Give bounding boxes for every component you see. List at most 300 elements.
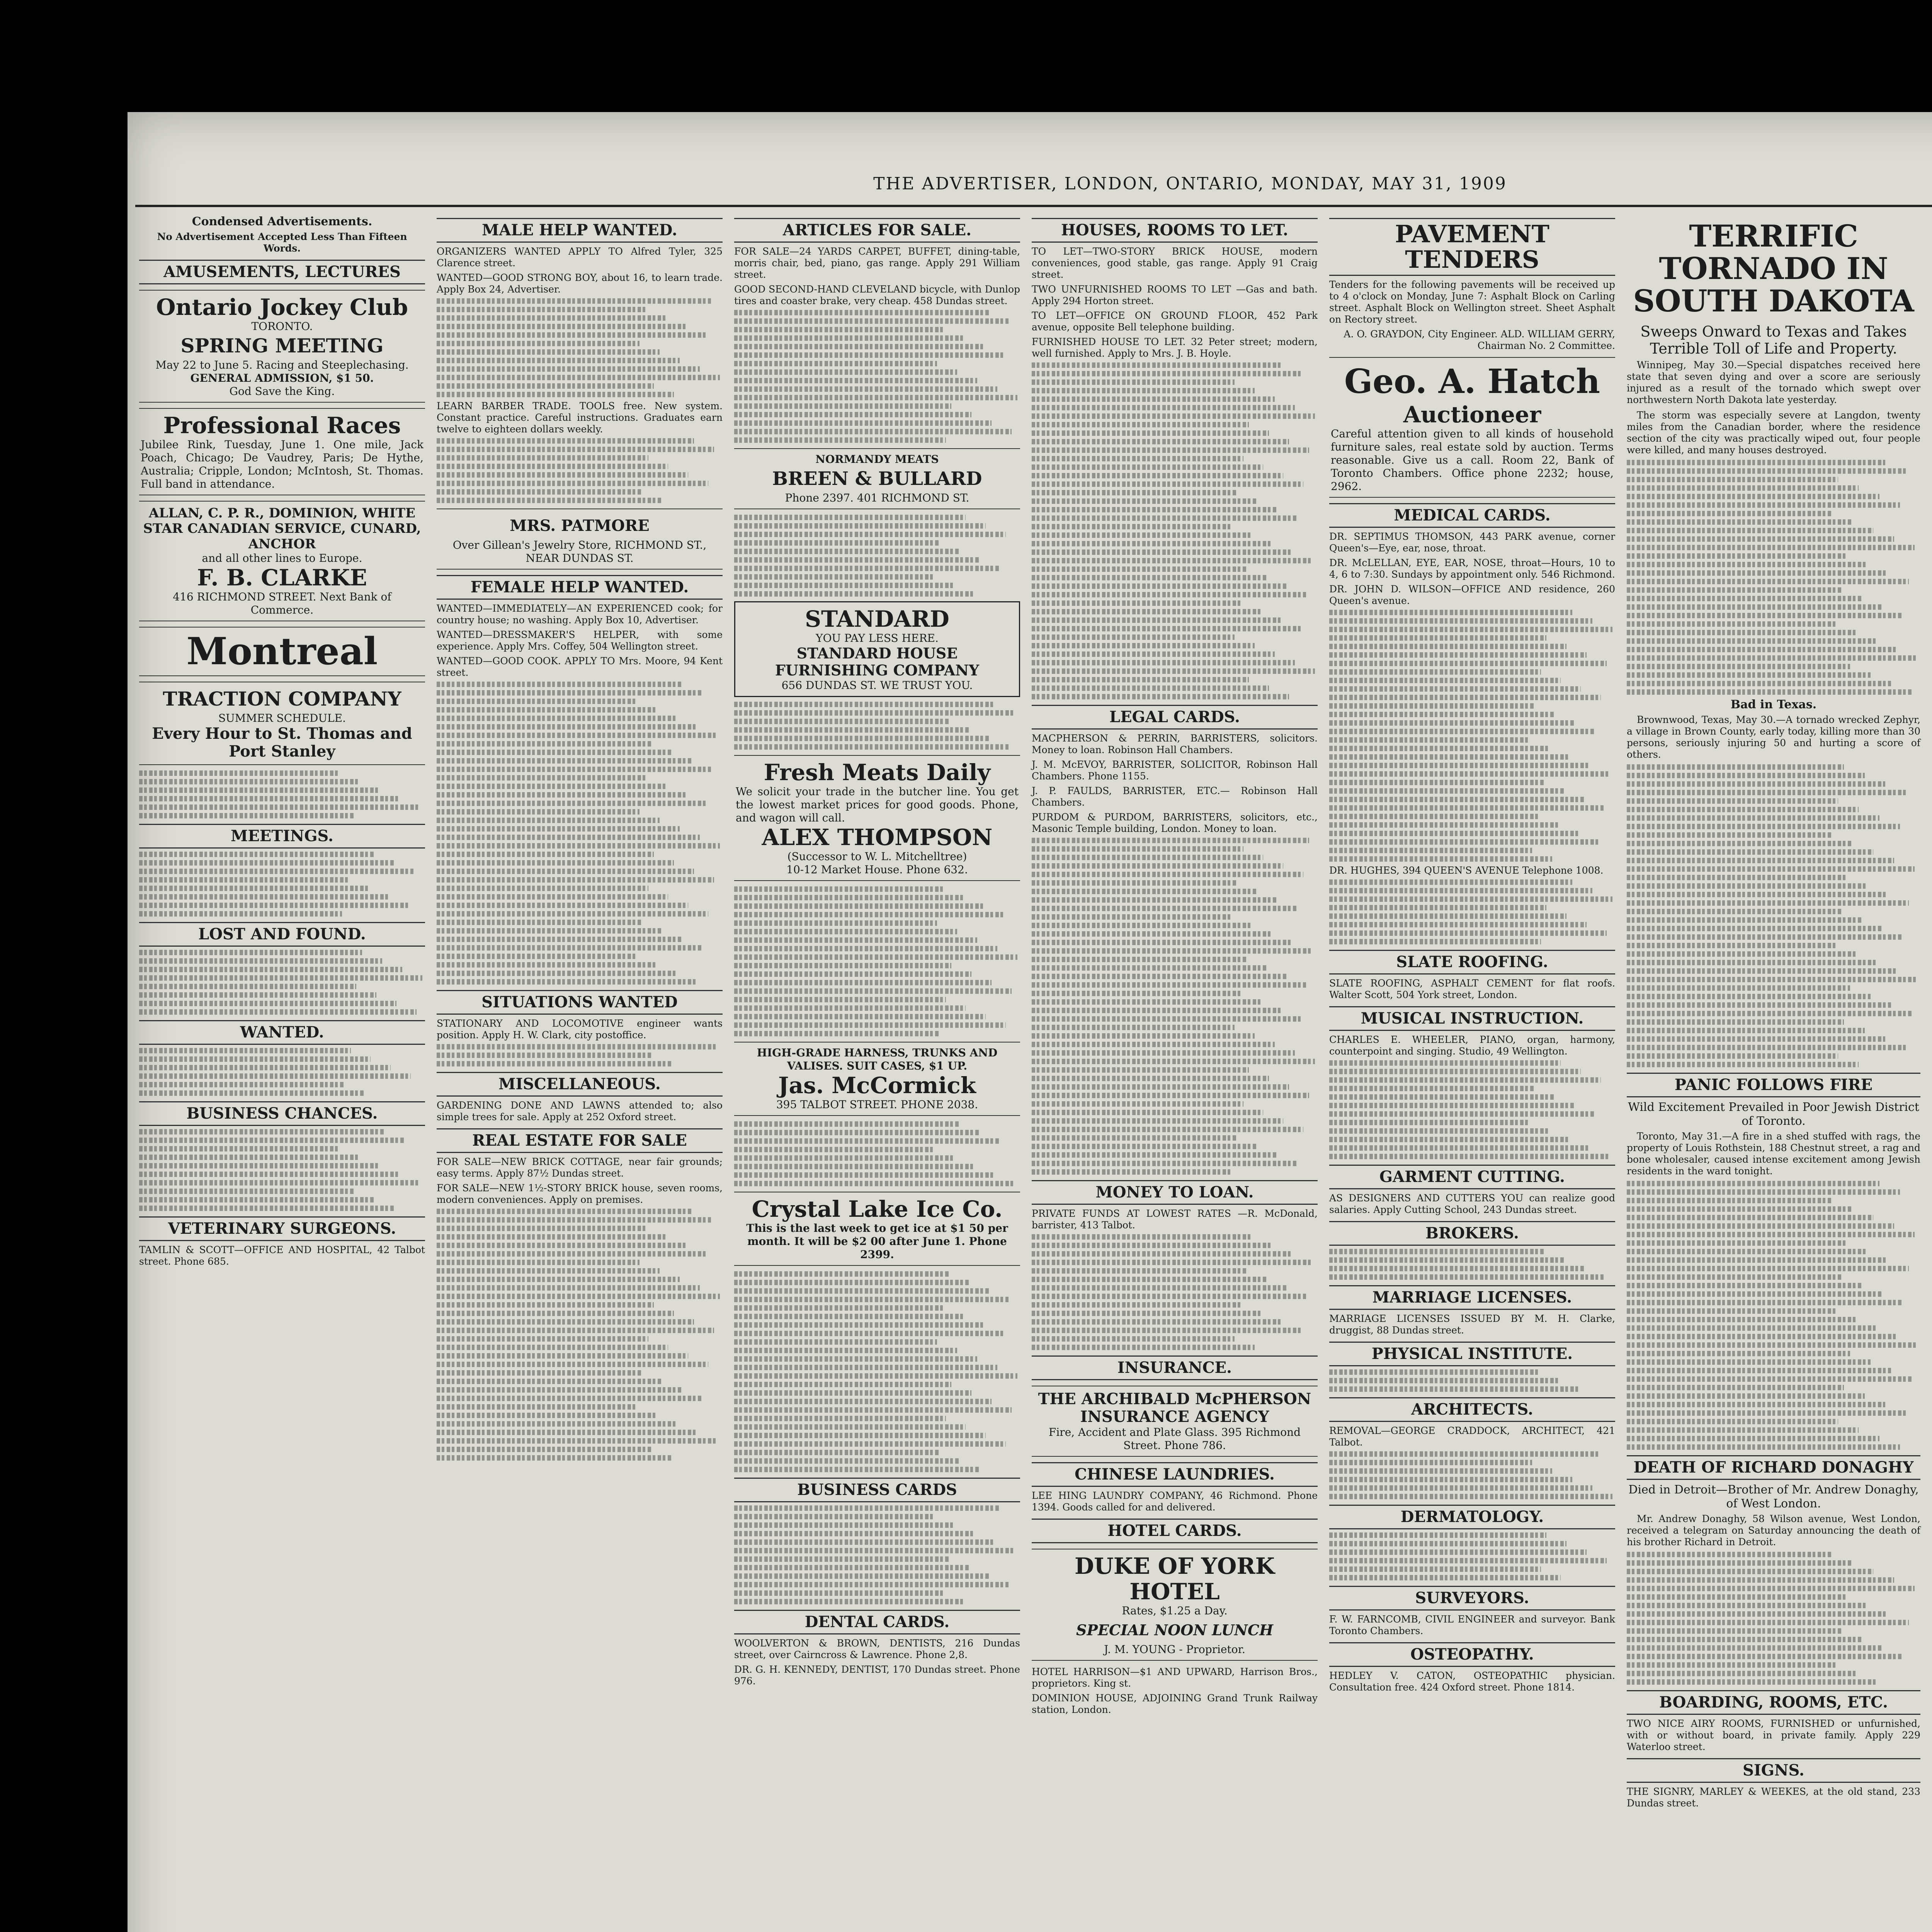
text-line — [437, 1455, 671, 1461]
text-line — [734, 1322, 983, 1328]
music-filler — [1329, 1060, 1615, 1159]
text-line — [1627, 485, 1859, 491]
text-line — [1032, 473, 1283, 478]
text-line — [1032, 685, 1269, 691]
meetings-filler — [139, 852, 425, 917]
pavement-heading: PAVEMENT TENDERS — [1329, 218, 1615, 276]
text-line — [1627, 807, 1859, 812]
text-line — [437, 1353, 688, 1359]
text-line — [437, 375, 720, 380]
text-line — [734, 1130, 980, 1135]
signs-heading: SIGNS. — [1627, 1758, 1920, 1783]
text-line — [1627, 579, 1909, 584]
male-filler — [437, 438, 723, 503]
text-line — [1627, 1274, 1841, 1280]
column-2 — [433, 213, 726, 1932]
text-line — [1627, 1028, 1865, 1033]
articles-filler — [734, 515, 1020, 597]
text-line — [437, 894, 668, 900]
text-line — [1329, 896, 1612, 902]
text-line — [437, 1260, 639, 1265]
classified-note: No Advertisement Accepted Less Than Fifteen Words. — [157, 231, 407, 254]
text-line — [437, 886, 648, 891]
text-line — [1032, 974, 1286, 979]
text-line — [437, 724, 697, 730]
text-line — [734, 895, 963, 900]
text-line — [1627, 841, 1853, 846]
text-line — [1329, 1094, 1555, 1100]
text-line — [1627, 494, 1879, 499]
text-line — [1032, 1135, 1238, 1141]
patmore-name: MRS. PATMORE — [510, 517, 650, 535]
text-line — [1627, 892, 1888, 897]
text-line — [1032, 1076, 1269, 1081]
text-line — [1032, 1285, 1286, 1291]
text-line — [1329, 669, 1541, 675]
text-line — [734, 920, 937, 926]
text-line — [437, 1277, 680, 1282]
text-line — [1627, 638, 1876, 644]
text-line — [734, 929, 957, 934]
text-line — [734, 395, 1017, 400]
text-line — [1032, 643, 1255, 648]
text-line — [437, 1370, 643, 1376]
column-3 — [730, 213, 1024, 1932]
text-line — [734, 702, 994, 707]
text-line — [734, 963, 951, 968]
text-line — [734, 310, 989, 315]
text-line — [1627, 1317, 1856, 1322]
text-line — [1032, 566, 1246, 572]
text-line — [1329, 1378, 1558, 1383]
text-line — [734, 591, 975, 597]
text-line — [1032, 549, 1292, 555]
text-line — [1329, 729, 1595, 734]
text-line — [1032, 634, 1235, 640]
amusements-heading: AMUSEMENTS, LECTURES — [139, 260, 425, 284]
text-line — [734, 1373, 1017, 1379]
text-line — [734, 1339, 937, 1345]
text-line — [1329, 754, 1570, 760]
text-line — [139, 779, 359, 784]
breen-name: BREEN & BULLARD — [772, 468, 982, 490]
text-line — [1627, 1444, 1900, 1450]
text-line — [734, 1556, 949, 1562]
text-line — [437, 1217, 711, 1223]
text-line — [1032, 1251, 1292, 1257]
text-line — [734, 335, 963, 341]
text-line — [734, 1416, 946, 1421]
lost-found-heading: LOST AND FOUND. — [139, 922, 425, 947]
text-line — [1627, 1240, 1847, 1246]
standard-line: YOU PAY LESS HERE. — [816, 632, 939, 645]
text-line — [437, 877, 714, 883]
text-line — [437, 472, 688, 478]
text-line — [1032, 957, 1246, 962]
text-line — [734, 710, 1014, 716]
text-line — [734, 378, 977, 383]
text-line — [437, 307, 645, 312]
text-line — [1032, 422, 1249, 427]
text-line — [1329, 652, 1587, 658]
column-1 — [135, 213, 429, 1932]
text-line — [1329, 737, 1529, 743]
text-line — [1329, 1086, 1535, 1091]
text-line — [1032, 1277, 1266, 1282]
legal-item: J. M. McEVOY, BARRISTER, SOLICITOR, Robinson Hall Chambers. Phone 1155. — [1032, 759, 1318, 782]
text-line — [1329, 1111, 1595, 1117]
text-line — [734, 1271, 949, 1277]
text-line — [437, 481, 708, 486]
text-line — [437, 298, 711, 304]
text-line — [734, 1565, 969, 1570]
text-line — [1032, 439, 1289, 444]
text-line — [734, 574, 934, 580]
text-line — [1032, 1118, 1283, 1124]
text-line — [1627, 1342, 1917, 1348]
tornado-filler — [1627, 764, 1920, 1067]
text-line — [437, 835, 700, 840]
text-line — [1329, 1386, 1578, 1392]
donaghy-deck: Died in Detroit—Brother of Mr. Andrew Donaghy, of West London. — [1628, 1483, 1919, 1510]
pavement-text: Tenders for the following pavements will be received up to 4 o'clock on Monday, June 7: Asphalt Block on Carling street. Asphalt Block on Wellington street. Sheet Asphalt on Rectory street. — [1329, 279, 1615, 325]
text-line — [437, 1268, 660, 1274]
text-line — [437, 498, 663, 503]
text-line — [1627, 798, 1838, 804]
text-line — [139, 877, 348, 883]
mccormick-ad — [734, 1042, 1020, 1116]
text-line — [437, 1328, 714, 1333]
text-line — [1032, 677, 1249, 682]
text-line — [1329, 797, 1584, 802]
text-line — [437, 860, 674, 866]
text-line — [1032, 592, 1306, 597]
text-line — [734, 903, 983, 909]
montreal-title: Montreal — [186, 629, 378, 673]
text-line — [139, 984, 356, 989]
text-line — [1032, 1042, 1275, 1047]
text-line — [437, 716, 677, 721]
text-line — [1032, 1033, 1255, 1039]
text-line — [1627, 1603, 1867, 1608]
text-line — [1329, 1532, 1546, 1538]
text-line — [1329, 712, 1555, 717]
text-line — [139, 1009, 417, 1015]
traction-line: Every Hour to St. Thomas and Port Stanley — [152, 724, 412, 760]
thompson-name: ALEX THOMPSON — [762, 824, 993, 850]
text-line — [1329, 661, 1607, 666]
mccormick-heading: HIGH-GRADE HARNESS, TRUNKS AND VALISES. SUIT CASES, $1 UP. — [757, 1046, 998, 1072]
traction-sub: SUMMER SCHEDULE. — [218, 712, 346, 724]
text-line — [734, 1450, 940, 1455]
marriage-item: MARRIAGE LICENSES ISSUED BY M. H. Clarke, druggist, 88 Dundas street. — [1329, 1313, 1615, 1336]
text-line — [1627, 621, 1835, 627]
boarding-item: TWO NICE AIRY ROOMS, FURNISHED or unfurnished, with or without board, in private family. Apply 229 Waterloo street. — [1627, 1718, 1920, 1752]
male-help-heading: MALE HELP WANTED. — [437, 218, 723, 243]
text-line — [1329, 930, 1607, 936]
text-line — [1627, 681, 1891, 686]
tornado-headline: TERRIFIC TORNADO IN SOUTH DAKOTA — [1633, 219, 1914, 319]
thompson-address: 10-12 Market House. Phone 632. — [786, 863, 968, 876]
text-line — [734, 532, 1006, 537]
text-line — [437, 784, 665, 789]
text-line — [139, 1129, 385, 1134]
panic-deck: Wild Excitement Prevailed in Poor Jewish District of Toronto. — [1628, 1100, 1919, 1128]
text-line — [437, 852, 654, 857]
articles-filler — [734, 886, 1020, 1036]
ojc-ad — [139, 290, 425, 403]
york-name: DUKE OF YORK HOTEL — [1074, 1553, 1275, 1605]
text-line — [734, 420, 992, 426]
text-line — [1627, 1019, 1844, 1025]
boarding-heading: BOARDING, ROOMS, ETC. — [1627, 1690, 1920, 1715]
text-line — [1627, 1325, 1876, 1331]
text-line — [1329, 1541, 1566, 1546]
text-line — [734, 971, 971, 977]
slate-heading: SLATE ROOFING. — [1329, 950, 1615, 975]
text-line — [1329, 1069, 1581, 1074]
text-line — [1329, 686, 1581, 692]
mccormick-name: Jas. McCormick — [778, 1072, 976, 1099]
text-line — [1032, 889, 1258, 894]
text-line — [1627, 604, 1882, 610]
tornado-filler — [1627, 460, 1920, 695]
articles-filler — [734, 310, 1020, 443]
ojc-city: TORONTO. — [251, 320, 313, 333]
text-line — [1032, 1268, 1246, 1274]
text-line — [1329, 1274, 1604, 1280]
text-line — [1627, 1586, 1915, 1591]
text-line — [139, 958, 382, 964]
houses-item: TWO UNFURNISHED ROOMS TO LET —Gas and bath. Apply 294 Horton street. — [1032, 284, 1318, 306]
text-line — [1329, 1145, 1589, 1151]
text-line — [1032, 1016, 1301, 1022]
text-line — [734, 1121, 960, 1127]
text-line — [1627, 917, 1862, 923]
races-heading: Professional Races — [163, 412, 401, 439]
dermatology-filler — [1329, 1532, 1615, 1580]
brokers-heading: BROKERS. — [1329, 1221, 1615, 1246]
situations-filler — [437, 1044, 723, 1066]
text-line — [1032, 1169, 1232, 1175]
text-line — [1329, 805, 1604, 811]
text-line — [1329, 1460, 1532, 1465]
text-line — [734, 1005, 966, 1011]
text-line — [1329, 1120, 1529, 1125]
clarke-name: F. B. CLARKE — [197, 565, 367, 591]
text-line — [139, 1197, 374, 1202]
text-line — [734, 369, 957, 375]
meats-heading: Fresh Meats Daily — [764, 759, 991, 786]
articles-item: GOOD SECOND-HAND CLEVELAND bicycle, with Dunlop tires and coaster brake, very cheap. 458 Dundas street. — [734, 284, 1020, 306]
text-line — [1329, 1477, 1572, 1482]
text-line — [1032, 1144, 1258, 1149]
text-line — [1329, 888, 1592, 893]
text-line — [437, 962, 657, 968]
text-line — [437, 315, 665, 321]
text-line — [437, 1234, 665, 1240]
masthead: THE ADVERTISER, LONDON, ONTARIO, MONDAY, MAY 31, 1909 — [873, 174, 1507, 194]
text-line — [1627, 1283, 1862, 1288]
text-line — [437, 1430, 697, 1435]
donaghy-paragraph: Mr. Andrew Donaghy, 58 Wilson avenue, West London, received a telegram on Saturday announcing the death of his brother Richard in Detroit. — [1627, 1513, 1920, 1548]
text-line — [1032, 897, 1277, 903]
panic-headline: PANIC FOLLOWS FIRE — [1627, 1073, 1920, 1097]
text-line — [437, 945, 702, 951]
text-line — [734, 1288, 989, 1294]
text-line — [1329, 720, 1575, 726]
text-line — [1627, 1291, 1882, 1297]
text-line — [1329, 1485, 1592, 1491]
column-4 — [1028, 213, 1321, 1932]
houses-heading: HOUSES, ROOMS TO LET. — [1032, 218, 1318, 243]
text-line — [139, 869, 413, 874]
text-line — [1627, 943, 1835, 948]
articles-item: FOR SALE—24 YARDS CARPET, BUFFET, dining-table, morris chair, bed, piano, gas range. Apply 291 William street. — [734, 246, 1020, 280]
text-line — [437, 383, 654, 389]
text-line — [1032, 965, 1266, 971]
real-estate-heading: REAL ESTATE FOR SALE — [437, 1128, 723, 1153]
text-line — [734, 1147, 934, 1152]
text-line — [1032, 388, 1255, 393]
text-line — [139, 894, 388, 900]
text-line — [437, 341, 639, 346]
text-line — [1627, 909, 1841, 914]
donaghy-headline: DEATH OF RICHARD DONAGHY — [1627, 1455, 1920, 1480]
text-line — [139, 950, 362, 955]
medical-heading: MEDICAL CARDS. — [1329, 503, 1615, 528]
text-line — [1329, 1137, 1570, 1142]
text-line — [1032, 1234, 1252, 1240]
text-line — [437, 1396, 702, 1401]
tornado-paragraph: Winnipeg, May 30.—Special dispatches received here state that seven dying and over a score are seriously injured as a result of the tornado which swept over northwestern North Dakota late yesterday. — [1627, 359, 1920, 405]
text-line — [1627, 1232, 1915, 1237]
text-line — [1627, 596, 1862, 601]
male-help-item: LEARN BARBER TRADE. TOOLS free. New system. Constant practice. Careful instructions. Graduates earn twelve to eighteen dollars weekly. — [437, 400, 723, 435]
text-line — [1627, 773, 1865, 778]
text-line — [139, 903, 408, 908]
text-line — [734, 549, 960, 554]
text-line — [437, 792, 685, 798]
garment-item: AS DESIGNERS AND CUTTERS YOU can realize good salaries. Apply Cutting School, 243 Dundas street. — [1329, 1192, 1615, 1215]
text-line — [1329, 618, 1592, 624]
text-line — [139, 1056, 371, 1062]
text-line — [734, 1407, 1012, 1413]
legal-heading: LEGAL CARDS. — [1032, 705, 1318, 730]
text-line — [1329, 1103, 1575, 1108]
text-line — [1032, 991, 1240, 996]
text-line — [437, 1387, 682, 1393]
text-line — [734, 437, 946, 443]
text-line — [1329, 635, 1546, 641]
text-line — [1032, 405, 1295, 410]
text-line — [734, 1305, 943, 1311]
text-line — [1329, 848, 1532, 853]
text-line — [1032, 609, 1260, 614]
text-line — [1627, 934, 1903, 940]
allan-heading: ALLAN, C. P. R., DOMINION, WHITE STAR CANADIAN SERVICE, CUNARD, ANCHOR — [143, 505, 421, 552]
text-line — [1032, 1008, 1281, 1013]
text-line — [734, 344, 983, 349]
text-line — [1627, 672, 1871, 678]
text-line — [1329, 822, 1558, 828]
text-line — [1627, 824, 1900, 829]
text-line — [139, 1001, 396, 1006]
text-line — [734, 1031, 940, 1036]
legal-item: J. P. FAULDS, BARRISTER, ETC.— Robinson Hall Chambers. — [1032, 785, 1318, 808]
text-line — [1329, 1451, 1598, 1457]
text-line — [1032, 396, 1275, 402]
text-line — [1627, 985, 1850, 991]
text-line — [1032, 948, 1312, 954]
text-line — [437, 1345, 668, 1350]
male-help-item: WANTED—GOOD STRONG BOY, about 16, to learn trade. Apply Box 24, Advertiser. — [437, 272, 723, 295]
text-line — [1627, 630, 1856, 635]
text-line — [1032, 413, 1315, 419]
text-line — [734, 1172, 994, 1178]
column-6 — [1623, 213, 1924, 1932]
text-line — [1032, 558, 1312, 563]
legal-filler — [1032, 838, 1318, 1175]
text-line — [139, 860, 394, 866]
text-line — [1627, 519, 1853, 525]
text-line — [734, 412, 971, 417]
text-line — [1627, 1002, 1891, 1008]
standard-company: STANDARD HOUSE FURNISHING COMPANY — [775, 645, 980, 679]
text-line — [1329, 1060, 1561, 1066]
text-line — [1627, 849, 1873, 855]
veterinary-item: TAMLIN & SCOTT—OFFICE AND HOSPITAL, 42 Talbot street. Phone 685. — [139, 1244, 425, 1267]
text-line — [1032, 1302, 1240, 1308]
text-line — [1627, 1376, 1912, 1382]
dental-item: DR. G. H. KENNEDY, DENTIST, 170 Dundas street. Phone 976. — [734, 1664, 1020, 1687]
surveyors-heading: SURVEYORS. — [1329, 1586, 1615, 1611]
text-line — [1627, 832, 1832, 838]
text-line — [139, 796, 399, 801]
text-line — [1032, 1025, 1235, 1030]
text-line — [734, 1155, 954, 1161]
standard-address: 656 DUNDAS ST. WE TRUST YOU. — [781, 679, 973, 692]
text-line — [734, 980, 992, 985]
text-line — [734, 997, 946, 1002]
text-line — [1329, 913, 1566, 919]
medical-item: DR. HUGHES, 394 QUEEN'S AVENUE Telephone 1008. — [1329, 865, 1604, 876]
text-line — [139, 1138, 405, 1143]
text-line — [1627, 1206, 1853, 1212]
column-7 — [1928, 213, 1932, 1932]
text-line — [437, 775, 645, 781]
text-line — [1627, 664, 1850, 669]
text-line — [1032, 1328, 1301, 1333]
text-line — [139, 1146, 339, 1151]
text-line — [437, 741, 651, 747]
text-line — [1032, 660, 1295, 665]
text-line — [1627, 1215, 1873, 1220]
text-line — [734, 557, 980, 563]
text-line — [1329, 922, 1587, 927]
text-line — [734, 744, 1009, 750]
text-line — [1627, 655, 1917, 661]
misc-heading: MISCELLANEOUS. — [437, 1072, 723, 1097]
text-line — [1627, 1671, 1856, 1676]
text-line — [1329, 627, 1612, 632]
breen-ad — [734, 448, 1020, 509]
business-cards-filler — [734, 1505, 1020, 1604]
text-line — [734, 1424, 966, 1430]
text-line — [1032, 694, 1289, 699]
text-line — [437, 332, 706, 338]
text-line — [1329, 831, 1578, 836]
